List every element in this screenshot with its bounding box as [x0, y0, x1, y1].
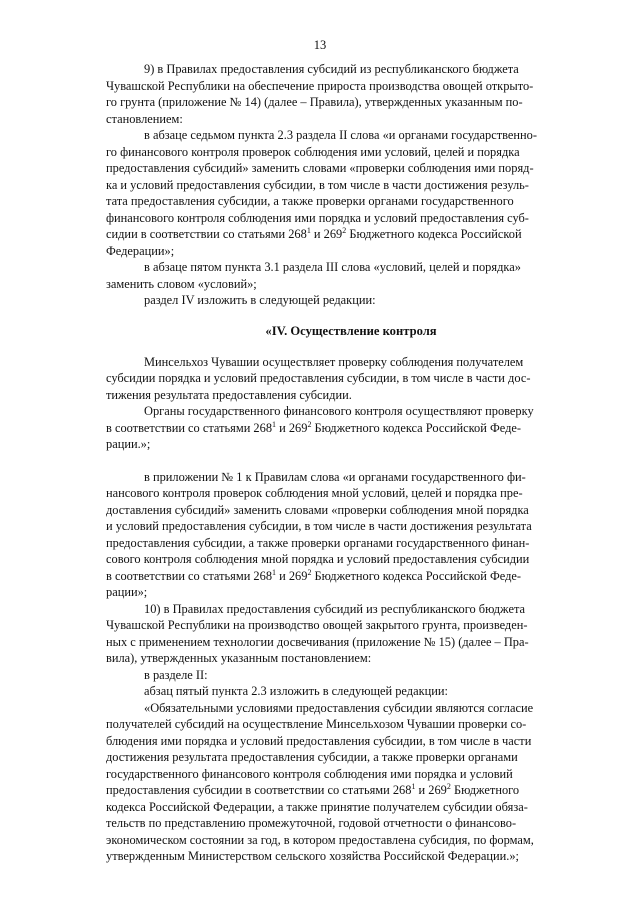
section-10-sup-1: 1	[411, 781, 416, 791]
section-10-paragraph-2: в разделе II:	[144, 667, 208, 682]
appendix-sup-1: 1	[272, 567, 277, 577]
section-10-paragraph-4-mid: и 269	[415, 783, 447, 797]
section-9-paragraph-1-mid: и 269	[310, 227, 343, 241]
section-10-intro: 10) в Правилах предоставления субсидий из республиканского бюджета Чувашской Республики на производство овощей закрытого грунта, произведен- ных с применением технологии досвечивания (приложение № 15) (далее – Пра- вила), утвержденных указанным постановлением:	[106, 601, 529, 665]
section-9-sup-2: 2	[342, 225, 347, 235]
document-body	[106, 61, 596, 865]
section-iv-paragraph-2-mid: и 269	[276, 420, 308, 435]
section-iv-sup-1: 1	[272, 419, 277, 429]
section-iv-sup-2: 2	[307, 419, 312, 429]
section-9-paragraph-3: раздел IV изложить в следующей редакции:	[144, 293, 376, 307]
page-number: 13	[313, 38, 327, 52]
appendix-paragraph-text-b: Бюджетного кодекса Российской Феде- рации»;	[106, 568, 521, 599]
section-9-paragraph-1-text-a: в абзаце седьмом пункта 2.3 раздела II слова «и органами государственно- го финансового контроля проверок соблюдения ими условий, целей и порядка предоставления субсидий» заменить словами «проверки соблюдения ими поряд- ка и условий предоставления субсидии, в том числе в части достижения резуль- тата предоставления субсидии, а также проверки органами государственного финансового контроля соблюдения ими порядка и условий предоставления суб- сидии в соответствии со статьями 268	[106, 128, 537, 241]
section-9-paragraph-2: в абзаце пятом пункта 3.1 раздела III слова «условий, целей и порядка» заменить словом «условий»;	[106, 260, 521, 291]
section-iv-paragraph-2-text-a: Органы государственного финансового контроля осуществляют проверку в соответствии со статьями 268	[106, 404, 534, 435]
section-9-sup-1: 1	[306, 225, 311, 235]
appendix-paragraph	[106, 469, 596, 601]
section-10-paragraph-4-text-a: «Обязательными условиями предоставления субсидии являются согласие получателей субсидий на осуществление Минсельхозом Чувашии проверки со- блюдения ими порядка и условий предоставления субсидии, в том числе в части достижения результата предоставления субсидии, а также проверки органами государственного финансового контроля соблюдения ими порядка и условий предоставления субсидии в соответствии со статьями 268	[106, 700, 534, 797]
appendix-sup-2: 2	[307, 567, 312, 577]
paragraph-spacer	[106, 453, 596, 469]
section-9-intro: 9) в Правилах предоставления субсидий из республиканского бюджета Чувашской Республики на обеспечение прироста производства овощей открыто- го грунта (приложение № 14) (далее – Правила), утвержденных указанным по- становлением:	[106, 62, 534, 126]
appendix-paragraph-mid: и 269	[276, 568, 308, 583]
section-iv-paragraph-2-text-b: Бюджетного кодекса Российской Феде- рации.»;	[106, 420, 521, 451]
section-9-paragraph-1	[106, 127, 596, 259]
section-10-sup-2: 2	[446, 781, 451, 791]
section-iv-heading: «IV. Осуществление контроля	[265, 323, 437, 338]
section-iv-paragraph-1: Минсельхоз Чувашии осуществляет проверку соблюдения получателем субсидии порядка и условий предоставления субсидии, в том числе в части дос- тижения результата предоставления субсидии.	[106, 354, 531, 402]
section-10-paragraph-4-text-b: Бюджетного кодекса Российской Федерации, а также принятие получателем субсидии обяза- тельств по представлению промежуточной, годовой отчетности о финансово- экономическом состоянии за год, в котором предоставлена субсидия, по формам, утвержденным Министерством сельского хозяйства Российской Федерации.»;	[106, 783, 534, 863]
section-9-paragraph-1-text-b: Бюджетного кодекса Российской Федерации»;	[106, 227, 522, 258]
section-10-paragraph-4	[106, 700, 596, 865]
appendix-paragraph-text-a: в приложении № 1 к Правилам слова «и органами государственного фи- нансового контроля проверок соблюдения мной условий, целей и порядка пре- доставления субсидий» заменить словами «проверки соблюдения мной порядка и условий предоставления субсидии, в том числе в части достижения результата предоставления субсидии, а также проверки органами государственного финан- сового контроля соблюдения мной порядка и условий предоставления субсидии в соответствии со статьями 268	[106, 469, 532, 583]
section-10-paragraph-3: абзац пятый пункта 2.3 изложить в следующей редакции:	[144, 684, 448, 698]
section-iv-paragraph-2	[106, 403, 596, 453]
